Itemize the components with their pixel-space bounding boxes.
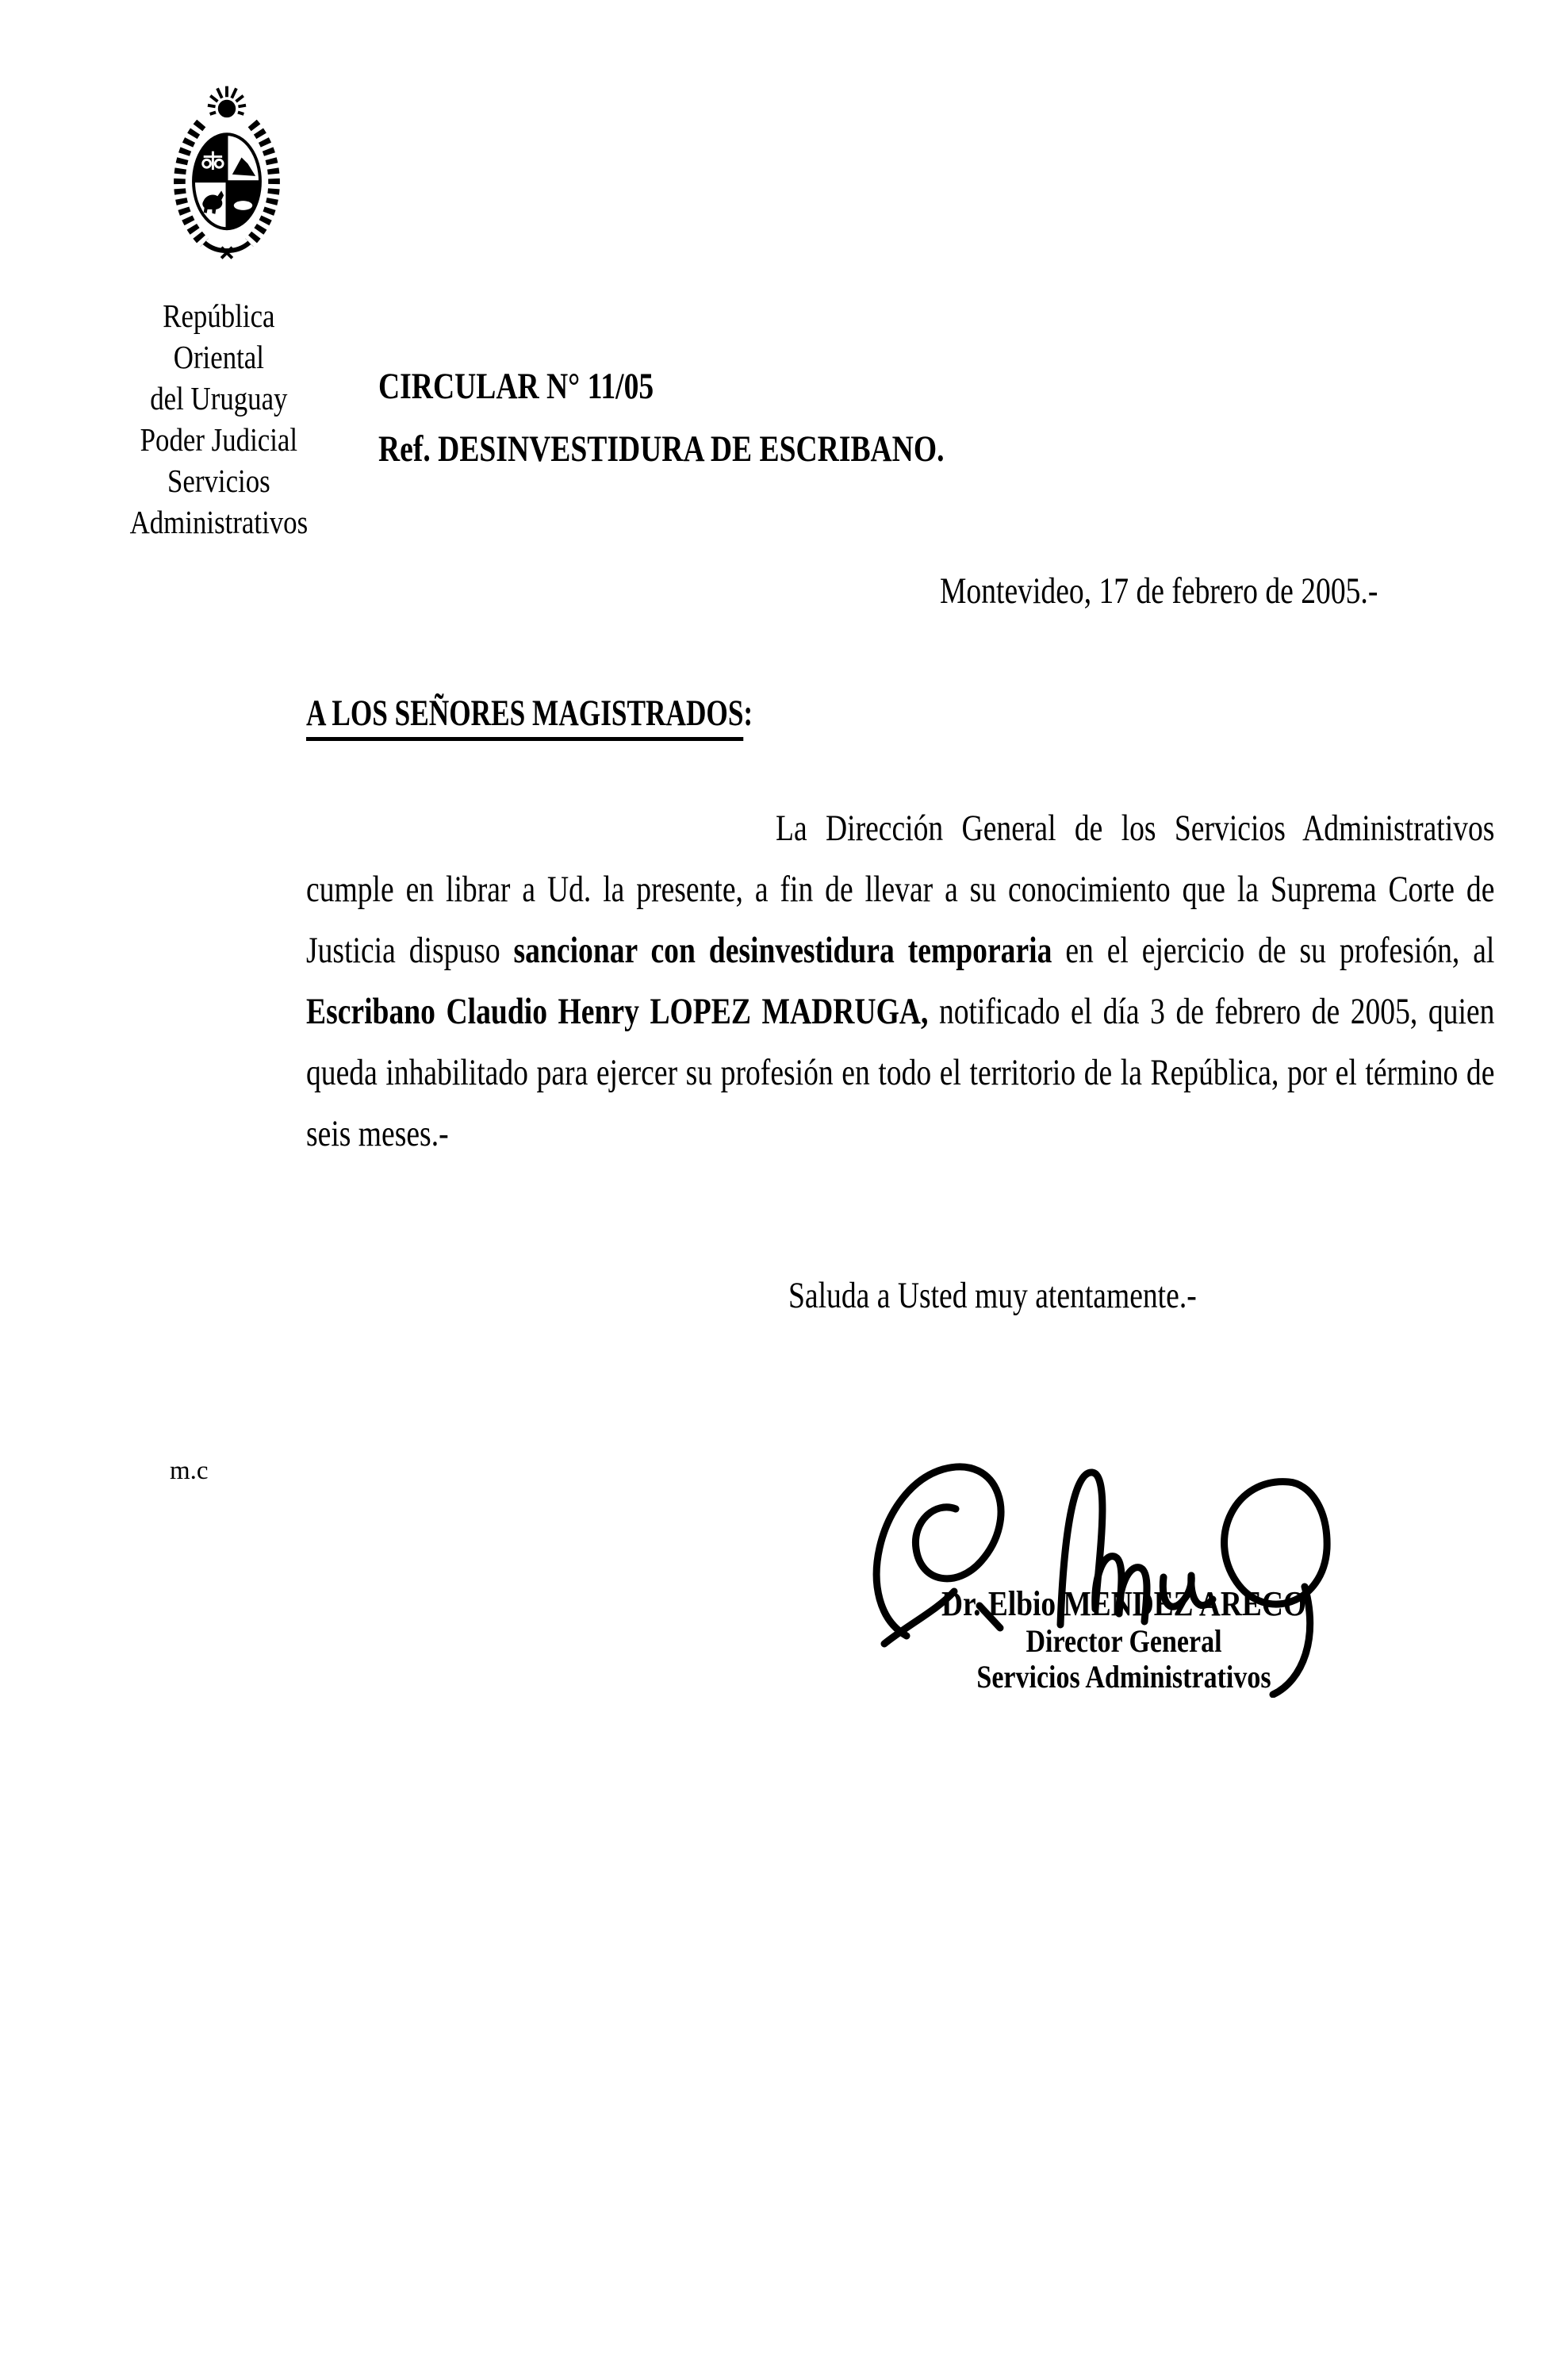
letterhead-line: Administrativos [129, 504, 309, 540]
letterhead-line: Poder Judicial [140, 421, 298, 458]
quartered-shield [194, 134, 260, 228]
salutation-punctuation: : [743, 693, 753, 734]
signer-title: Director General [1026, 1623, 1222, 1659]
salutation-text: A LOS SEÑORES MAGISTRADOS [306, 692, 743, 741]
uruguay-coat-of-arms [161, 82, 293, 263]
body-segment: La Dirección General de los Servicios Administrativos cumple en librar a Ud. la presente, a fin de llevar a su conocimiento que la Suprema Corte de Justicia dispuso [306, 808, 1495, 971]
body-segment: en el ejercicio de su profesión, al [1052, 930, 1495, 971]
letterhead-org-block [99, 295, 339, 543]
signer-block [895, 1585, 1353, 1695]
dateline: Montevideo, 17 de febrero de 2005.- [940, 570, 1378, 612]
circular-number: CIRCULAR N° 11/05 [378, 366, 654, 407]
body-segment-bold: Escribano Claudio Henry LOPEZ MADRUGA, [306, 991, 929, 1032]
ox-icon [234, 201, 252, 210]
closing-line: Saluda a Usted muy atentamente.- [788, 1275, 1197, 1316]
reference-line: Ref. DESINVESTIDURA DE ESCRIBANO. [378, 428, 945, 470]
body-segment-bold: sancionar con desinvestidura temporaria [513, 930, 1052, 971]
header-block [378, 367, 1076, 469]
letterhead-line: República [163, 298, 275, 334]
typist-initials: m.c [170, 1457, 209, 1485]
letterhead-line: Servicios [167, 463, 270, 499]
signer-name: Dr. Elbio MENDEZ ARECO [941, 1584, 1306, 1623]
salutation [306, 692, 842, 741]
letterhead-line: del Uruguay [150, 380, 288, 416]
sun-icon [208, 86, 246, 117]
body-segment: notificado el día 3 de febrero de 2005, quien queda inhabilitado para ejercer su profesión en todo el territorio de la República, por el término de seis meses.- [306, 991, 1495, 1154]
body-paragraph [306, 798, 1494, 1165]
signer-department: Servicios Administrativos [976, 1659, 1271, 1695]
letterhead-line: Oriental [173, 339, 264, 375]
